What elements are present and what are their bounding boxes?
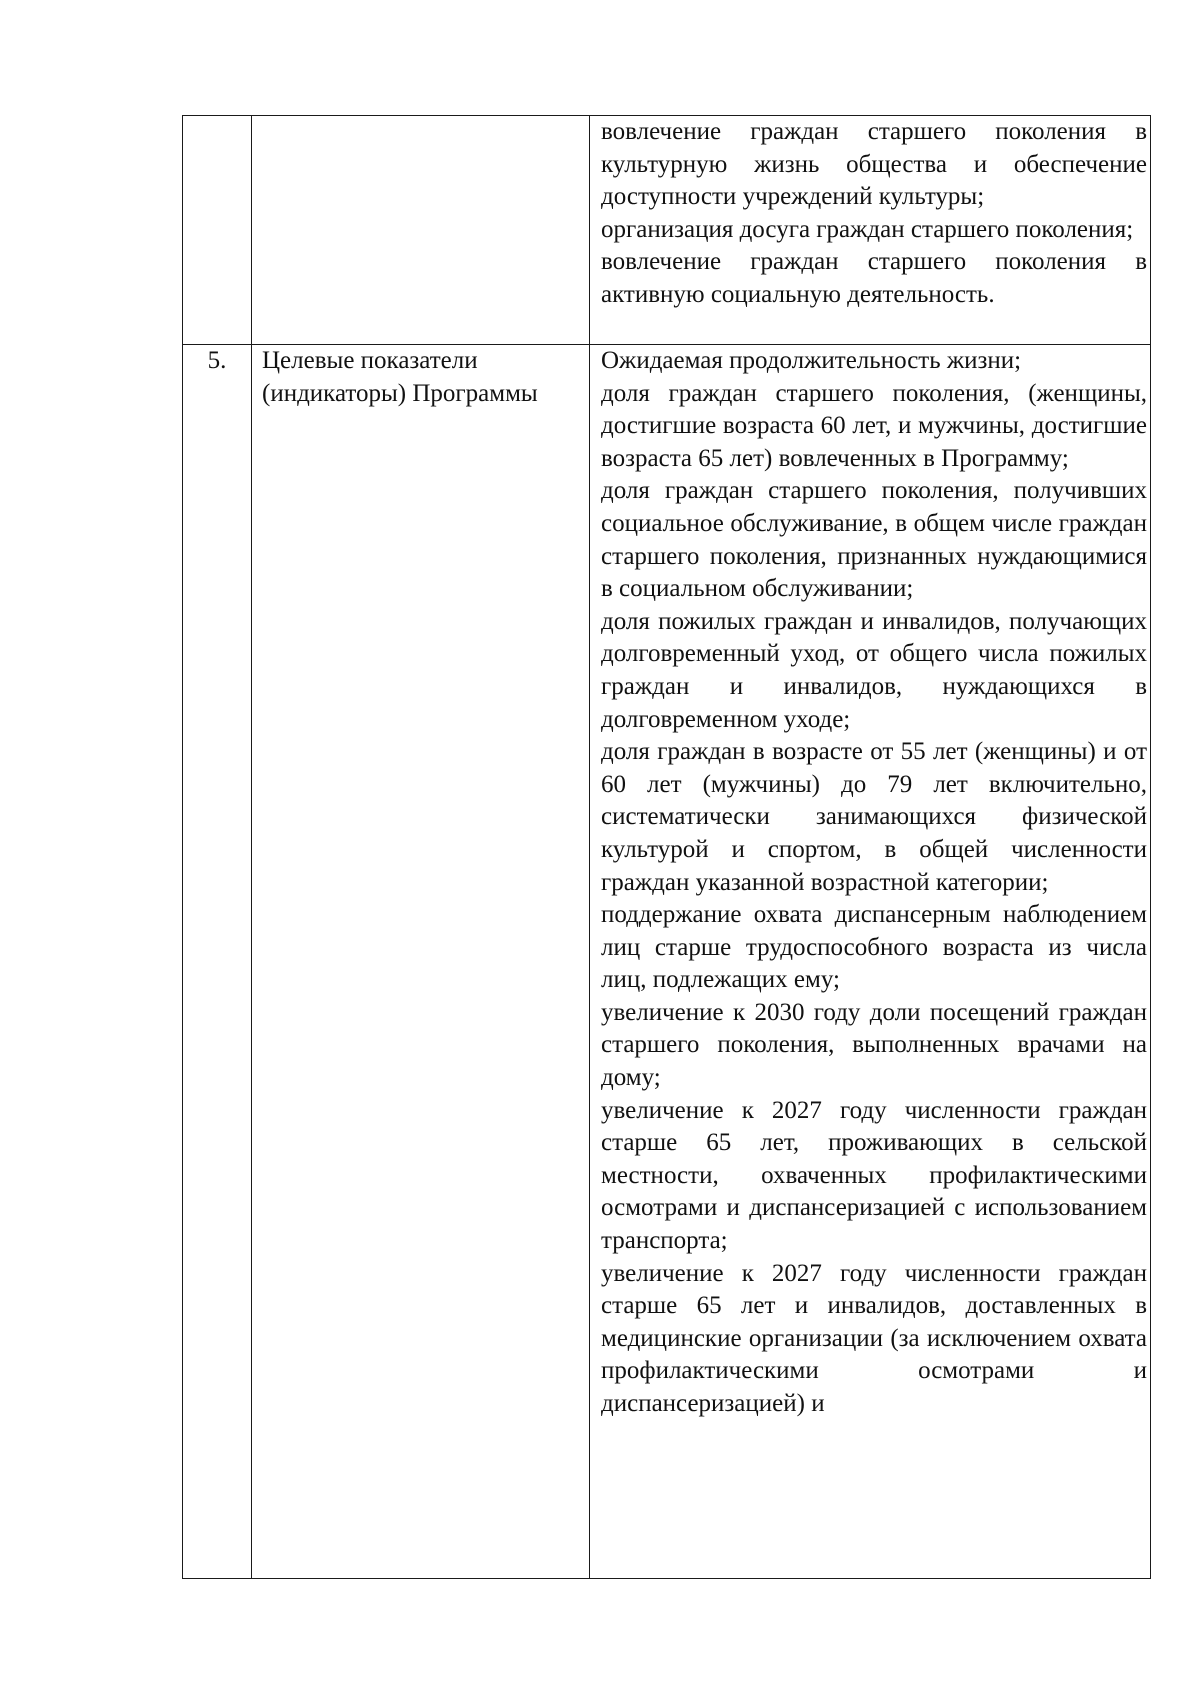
content-paragraph: увеличение к 2027 году численности граждан старше 65 лет и инвалидов, доставленных в медицинские организации (за исключением охвата профилактическими осмотрами и диспансеризацией) и: [601, 1259, 1147, 1417]
content-paragraph: увеличение к 2030 году доли посещений граждан старшего поколения, выполненных врачами на дому;: [601, 998, 1147, 1092]
content-paragraph: Ожидаемая продолжительность жизни;: [601, 347, 1022, 374]
content-paragraph: поддержание охвата диспансерным наблюдением лиц старше трудоспособного возраста из числа лиц, подлежащих ему;: [601, 901, 1147, 994]
row-number: 5.: [183, 345, 252, 1579]
table-row: [183, 116, 1151, 345]
content-paragraph: организация досуга граждан старшего поколения;: [601, 215, 1134, 243]
content-paragraph: увеличение к 2027 году численности граждан старше 65 лет, проживающих в сельской местности, охваченных профилактическими осмотрами и диспансеризацией с использованием транспорта;: [601, 1096, 1147, 1255]
row-number: [183, 116, 252, 345]
row-title: [252, 116, 590, 345]
content-paragraph: вовлечение граждан старшего поколения в культурную жизнь общества и обеспечение доступности учреждений культуры;: [601, 118, 1147, 211]
table-row: [183, 345, 1151, 1579]
content-paragraph: вовлечение граждан старшего поколения в активную социальную деятельность.: [601, 248, 1147, 308]
program-table: [182, 115, 1151, 1579]
content-paragraph: доля граждан в возрасте от 55 лет (женщины) и от 60 лет (мужчины) до 79 лет включительно, систематически занимающихся физической культурой и спортом, в общей численности граждан указанной возрастной категории;: [601, 738, 1147, 896]
content-paragraph: доля пожилых граждан и инвалидов, получающих долговременный уход, от общего числа пожилых граждан и инвалидов, нуждающихся в долговременном уходе;: [601, 607, 1147, 733]
row-title: Целевые показатели (индикаторы) Программы: [252, 345, 590, 1579]
row-content: [590, 345, 1151, 1579]
row-content: [590, 116, 1151, 345]
content-paragraph: доля граждан старшего поколения, получивших социальное обслуживание, в общем числе граждан старшего поколения, признанных нуждающимися в социальном обслуживании;: [601, 477, 1147, 603]
content-paragraph: доля граждан старшего поколения, (женщины, достигшие возраста 60 лет, и мужчины, достигшие возраста 65 лет) вовлеченных в Программу;: [601, 379, 1147, 472]
